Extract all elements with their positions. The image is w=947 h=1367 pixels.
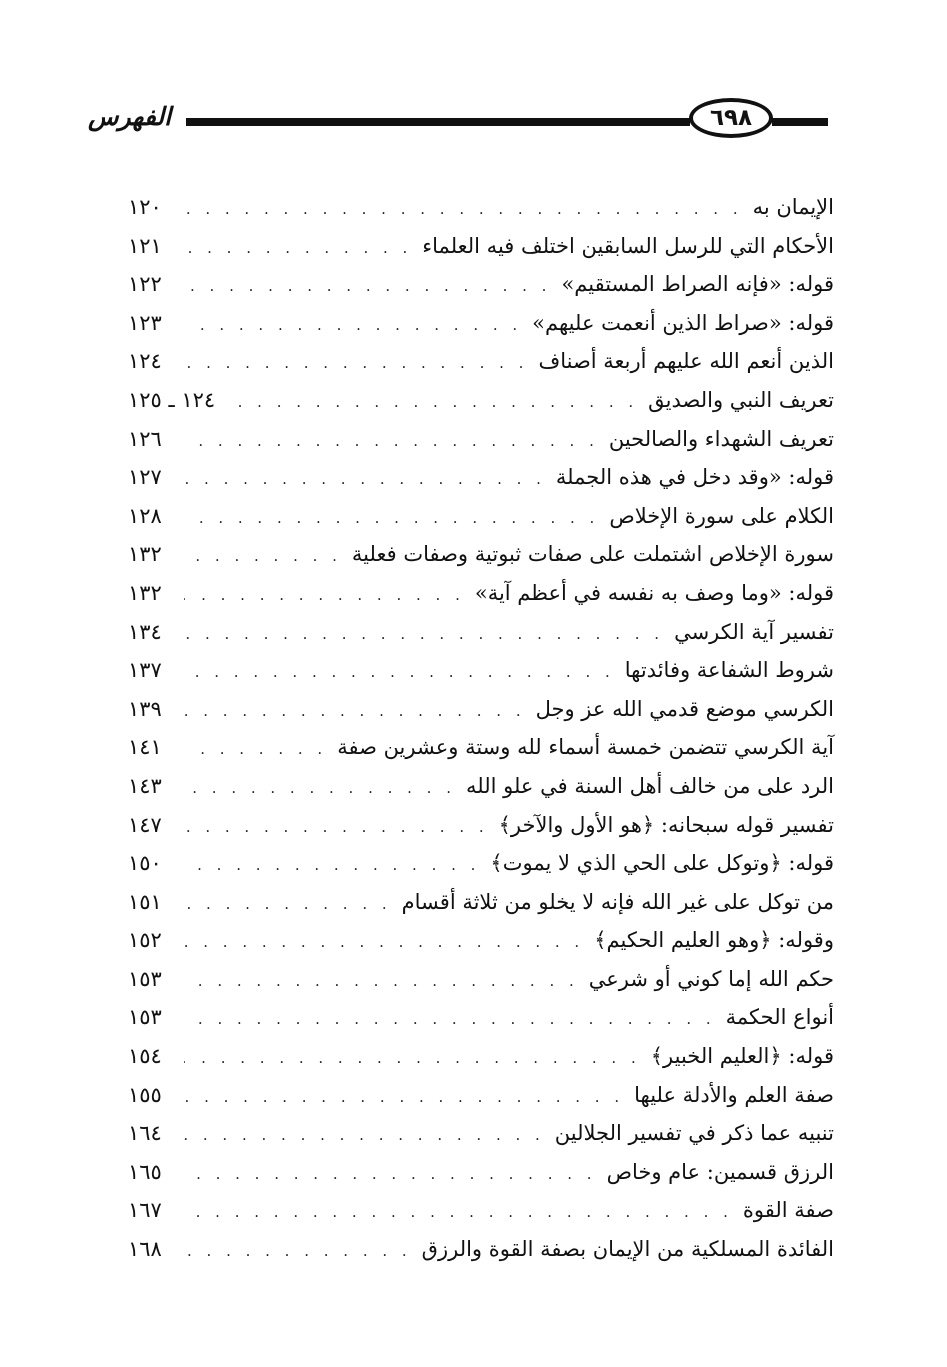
entry-page: ١٦٥ (128, 1159, 162, 1184)
page-number: ٦٩٨ (689, 98, 773, 138)
entry-page: ١٦٧ (128, 1198, 162, 1223)
toc-entry (128, 1044, 834, 1083)
toc-entry (128, 967, 834, 1006)
toc-entry (128, 1237, 834, 1276)
entry-title: صفة القوة (742, 1198, 834, 1223)
dot-leader (184, 663, 615, 681)
entry-title: الإيمان به (752, 195, 834, 219)
entry-page: ١٣٩ (128, 696, 162, 721)
entry-page: ١٢٧ (128, 465, 162, 490)
toc-entry (128, 620, 834, 659)
entry-page: ١٦٨ (128, 1237, 162, 1262)
entry-page: ١٢٨ (128, 503, 162, 528)
toc-entry (128, 542, 834, 581)
toc-entry (128, 581, 834, 620)
toc-entry (128, 195, 834, 234)
dot-leader (184, 354, 528, 372)
entry-title: من توكل على غير الله فإنه لا يخلو من ثلاثة أقسام (401, 889, 834, 914)
entry-page: ١٥٢ (128, 928, 162, 953)
dot-leader (184, 1010, 716, 1028)
entry-title: الفائدة المسلكية من الإيمان بصفة القوة والرزق (421, 1237, 834, 1262)
toc-entry (128, 1121, 834, 1160)
dot-leader (184, 509, 599, 527)
dot-leader (184, 1242, 412, 1260)
entry-page: ١٢١ (128, 233, 162, 258)
entry-title: الأحكام التي للرسل السابقين اختلف فيه العلماء (422, 233, 834, 258)
entry-title: قوله: ﴿وتوكل على الحي الذي لا يموت﴾ (490, 851, 834, 876)
entry-title: صفة العلم والأدلة عليها (634, 1082, 834, 1107)
dot-leader (184, 740, 327, 758)
entry-title: الكرسي موضع قدمي الله عز وجل (535, 696, 834, 721)
dot-leader (184, 586, 465, 604)
entry-title: تعريف الشهداء والصالحين (608, 426, 834, 451)
toc-entry (128, 928, 834, 967)
toc-entry (128, 774, 834, 813)
toc-entry (128, 388, 834, 427)
dot-leader (184, 895, 392, 913)
entry-title: أنواع الحكمة (725, 1005, 834, 1030)
toc-entry (128, 851, 834, 890)
entry-page: ١٥٠ (128, 851, 162, 876)
entry-title: سورة الإخلاص اشتملت على صفات ثبوتية وصفات فعلية (351, 542, 834, 567)
toc-entry (128, 1005, 834, 1044)
entry-title: قوله: «وما وصف به نفسه في أعظم آية» (474, 580, 834, 605)
entry-page: ١٣٤ (128, 619, 162, 644)
entry-title: قوله: «وقد دخل في هذه الجملة (555, 465, 834, 490)
entry-title: الكلام على سورة الإخلاص (609, 503, 834, 528)
dot-leader (184, 547, 342, 565)
entry-title: آية الكرسي تتضمن خمسة أسماء لله وستة وعشرين صفة (337, 735, 834, 760)
entry-page: ١٥٤ (128, 1044, 162, 1069)
table-of-contents (128, 195, 834, 1276)
entry-title: الرزق قسمين: عام وخاص (606, 1159, 834, 1184)
dot-leader (184, 702, 526, 720)
dot-leader (184, 200, 743, 218)
dot-leader (184, 856, 480, 874)
dot-leader (184, 779, 456, 797)
entry-title: تعريف النبي والصديق (648, 387, 834, 412)
entry-page: ١٥٣ (128, 1005, 162, 1030)
dot-leader (184, 1203, 733, 1221)
dot-leader (184, 316, 522, 334)
entry-title: قوله: ﴿العليم الخبير﴾ (650, 1044, 834, 1069)
dot-leader (184, 470, 546, 488)
toc-entry (128, 1198, 834, 1237)
toc-entry (128, 272, 834, 311)
entry-page: ١٦٤ (128, 1121, 162, 1146)
dot-leader (184, 1126, 545, 1144)
dot-leader (184, 625, 664, 643)
toc-entry (128, 735, 834, 774)
entry-page: ١٥١ (128, 889, 162, 914)
toc-entry (128, 697, 834, 736)
page-header (0, 88, 947, 160)
entry-title: تفسير آية الكرسي (674, 619, 834, 644)
header-rule-left (186, 118, 690, 126)
entry-page: ١٣٢ (128, 580, 162, 605)
dot-leader (184, 933, 584, 951)
entry-title: وقوله: ﴿وهو العليم الحكيم﴾ (594, 928, 834, 953)
dot-leader (184, 1088, 624, 1106)
toc-entry (128, 427, 834, 466)
entry-title: الذين أنعم الله عليهم أربعة أصناف (538, 349, 834, 374)
dot-leader (225, 393, 638, 411)
dot-leader (184, 432, 599, 450)
toc-entry (128, 1160, 834, 1199)
dot-leader (184, 277, 551, 295)
toc-entry (128, 465, 834, 504)
entry-title: شروط الشفاعة وفائدتها (624, 658, 834, 683)
entry-title: تنبيه عما ذكر في تفسير الجلالين (554, 1121, 834, 1146)
toc-entry (128, 1083, 834, 1122)
entry-page: ١٢٦ (128, 426, 162, 451)
dot-leader (184, 972, 579, 990)
entry-page: ١٣٧ (128, 658, 162, 683)
entry-page: ١٥٥ (128, 1082, 162, 1107)
header-rule-right (772, 118, 828, 126)
entry-page: ١٢٠ (128, 195, 162, 219)
toc-entry (128, 234, 834, 273)
entry-page: ١٣٢ (128, 542, 162, 567)
entry-title: حكم الله إما كوني أو شرعي (588, 966, 834, 991)
entry-page: ١٢٢ (128, 272, 162, 297)
entry-page: ١٢٣ (128, 310, 162, 335)
entry-page: ١٢٤ ـ ١٢٥ (128, 387, 216, 412)
toc-entry (128, 311, 834, 350)
dot-leader (184, 818, 489, 836)
entry-page: ١٤٣ (128, 773, 162, 798)
entry-page: ١٤١ (128, 735, 162, 760)
entry-page: ١٤٧ (128, 812, 162, 837)
toc-entry (128, 890, 834, 929)
entry-page: ١٥٣ (128, 966, 162, 991)
entry-title: قوله: «فإنه الصراط المستقيم» (561, 272, 834, 297)
toc-entry (128, 658, 834, 697)
dot-leader (184, 1165, 597, 1183)
entry-title: تفسير قوله سبحانه: ﴿هو الأول والآخر﴾ (498, 812, 834, 837)
section-title: الفهرس (88, 102, 172, 131)
entry-title: قوله: «صراط الذين أنعمت عليهم» (532, 310, 834, 335)
toc-entry (128, 349, 834, 388)
toc-entry (128, 813, 834, 852)
entry-page: ١٢٤ (128, 349, 162, 374)
dot-leader (184, 1049, 641, 1067)
dot-leader (184, 239, 412, 257)
entry-title: الرد على من خالف أهل السنة في علو الله (465, 773, 834, 798)
toc-entry (128, 504, 834, 543)
